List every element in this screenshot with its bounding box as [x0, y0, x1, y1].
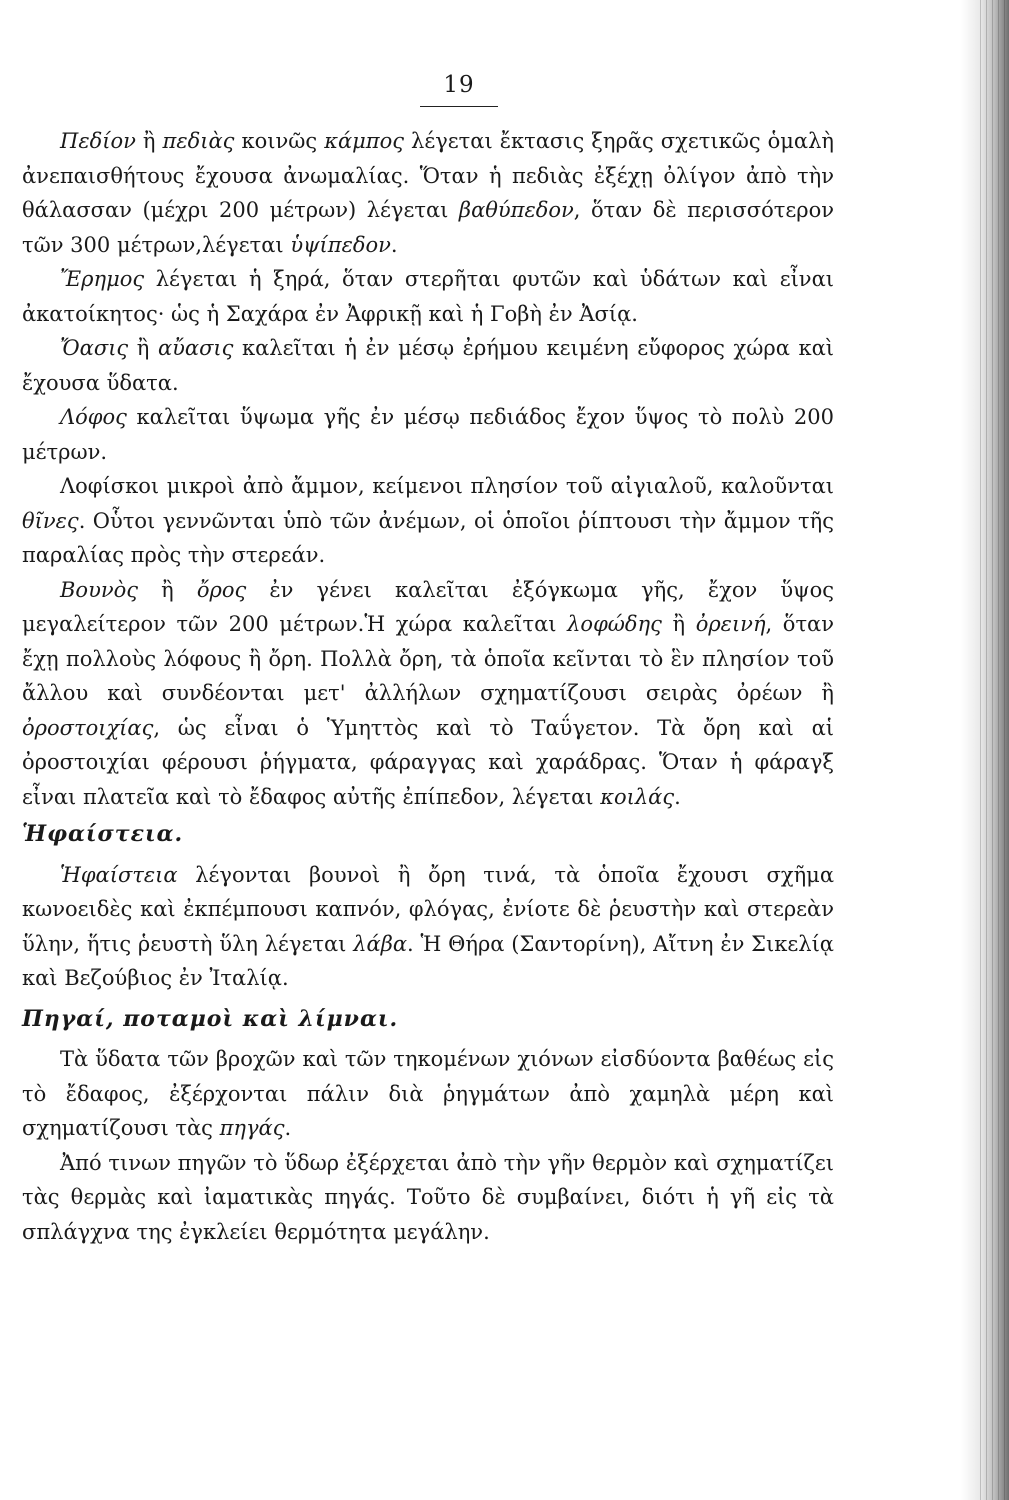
term-lava: λάβα: [353, 931, 408, 956]
term-oreini: ὀρεινή: [695, 612, 766, 636]
term-erimos: Ἔρημος: [60, 267, 145, 291]
paragraph-mountain: [22, 573, 834, 815]
page-number: 19: [443, 72, 475, 98]
text-span: .: [390, 232, 398, 257]
paragraph-dunes: [22, 469, 834, 573]
text-span: ἢ: [135, 129, 163, 153]
page-number-rule: [420, 106, 498, 107]
text-span: κοινῶς: [234, 129, 325, 153]
body-text: [22, 124, 834, 1249]
term-pigas: πηγάς: [219, 1116, 285, 1140]
paragraph-desert: [22, 262, 834, 331]
paragraph-hill: [22, 400, 834, 469]
term-oros: ὄρος: [196, 577, 247, 602]
text-span: . Οὗτοι γεννῶνται ὑπὸ τῶν ἀνέμων, οἱ ὁποῖοι ῥίπτουσι τὴν ἄμμον τῆς παραλίας πρὸς τὴν στερεάν.: [22, 508, 834, 567]
term-pedion: Πεδίον: [60, 129, 136, 153]
term-auasis: αὔασις: [157, 336, 234, 360]
section-heading-volcanoes: Ἡφαίστεια.: [22, 821, 184, 847]
term-oasis: Ὄασις: [60, 336, 129, 360]
term-koilas: κοιλάς: [600, 784, 675, 809]
text-span: , ὅταν δὲ περισσότερον τῶν 300 μέτρων,λέγεται: [22, 198, 834, 257]
text-span: , ὡς εἶναι ὁ Ὑμηττὸς καὶ τὸ Ταΰγετον. Τὰ ὄρη καὶ αἱ ὀροστοιχίαι φέρουσι ῥήγματα, φάραγγας καὶ χαράδρας. Ὅταν ἡ φάραγξ εἶναι πλατεῖα καὶ τὸ ἔδαφος αὐτῆς ἐπίπεδον, λέγεται: [22, 715, 834, 809]
term-lofodis: λοφώδης: [567, 612, 662, 636]
text-span: ἢ: [128, 336, 158, 360]
paragraph-plain: [22, 124, 834, 262]
section-heading-springs: Πηγαί, ποταμοὶ καὶ λίμναι.: [22, 1005, 399, 1032]
term-lofos: Λόφος: [60, 405, 127, 429]
term-ypsipedon: ὑψίπεδον: [290, 232, 391, 257]
text-span: . Ἡ Θήρα (Σαντορίνη), Αἴτνη ἐν Σικελίᾳ καὶ Βεζούβιος ἐν Ἰταλίᾳ.: [22, 931, 834, 990]
term-vounos: Βουνὸς: [60, 577, 139, 602]
term-ifaisteia: Ἡφαίστεια: [60, 862, 178, 887]
paragraph-oasis: [22, 331, 834, 400]
text-span: λέγεται ἔκτασις ξηρᾶς σχετικῶς ὁμαλὴ ἀνεπαισθήτους ἔχουσα ἀνωμαλίας. Ὅταν ἡ πεδιὰς ἐξέχῃ ὀλίγον ἀπὸ τὴν θάλασσαν (μέχρι 200 μέτρων) λέγεται: [22, 129, 834, 222]
text-span: Τὰ ὕδατα τῶν βροχῶν καὶ τῶν τηκομένων χιόνων εἰσδύοντα βαθέως εἰς τὸ ἔδαφος, ἐξέρχονται πάλιν διὰ ῥηγμάτων ἀπὸ χαμηλὰ μέρη καὶ σχηματίζουσι τὰς: [22, 1047, 834, 1140]
text-span: καλεῖται ἡ ἐν μέσῳ ἐρήμου κειμένη εὔφορος χώρα καὶ ἔχουσα ὕδατα.: [22, 336, 835, 395]
text-span: καλεῖται ὕψωμα γῆς ἐν μέσῳ πεδιάδος ἔχον ὕψος τὸ πολὺ 200 μέτρων.: [22, 405, 834, 464]
text-span: , ὅταν ἔχῃ πολλοὺς λόφους ἢ ὄρη. Πολλὰ ὄρη, τὰ ὁποῖα κεῖνται τὸ ἓν πλησίον τοῦ ἄλλου καὶ συνδέονται μετ' ἀλλήλων σχηματίζουσι σειρὰς ὀρέων ἢ: [22, 612, 835, 705]
paragraph-volcanoes: [22, 858, 834, 996]
text-span: Λοφίσκοι μικροὶ ἀπὸ ἄμμον, κείμενοι πλησίον τοῦ αἰγιαλοῦ, καλοῦνται: [60, 474, 834, 498]
text-span: ἢ: [661, 612, 696, 636]
page-edge-lines: [975, 0, 1005, 1500]
term-vathypedon: βαθύπεδον: [458, 198, 574, 222]
text-span: λέγεται ἡ ξηρά, ὅταν στερῆται φυτῶν καὶ ὑδάτων καὶ εἶναι ἀκατοίκητος· ὡς ἡ Σαχάρα ἐν Ἀφρικῇ καὶ ἡ Γοβὴ ἐν Ἀσίᾳ.: [22, 267, 834, 326]
text-span: .: [284, 1116, 292, 1140]
term-pedias: πεδιὰς: [162, 129, 235, 153]
term-thines: θῖνες: [22, 508, 79, 533]
text-span: Ἀπό τινων πηγῶν τὸ ὕδωρ ἐξέρχεται ἀπὸ τὴν γῆν θερμὸν καὶ σχηματίζει τὰς θερμὰς καὶ ἰαματικὰς πηγάς. Τοῦτο δὲ συμβαίνει, διότι ἡ γῆ εἰς τὰ σπλάγχνα της ἐγκλείει θερμότητα μεγάλην.: [22, 1150, 834, 1244]
term-orostoichias: ὀροστοιχίας: [22, 715, 154, 740]
term-kampos: κάμπος: [324, 129, 404, 153]
paragraph-hot-springs: [22, 1146, 834, 1250]
text-span: ἐν γένει καλεῖται ἐξόγκωμα γῆς, ἔχον ὕψος μεγαλείτερον τῶν 200 μέτρων.Ἡ χώρα καλεῖται: [22, 577, 834, 636]
text-span: ἢ: [138, 577, 197, 602]
paragraph-springs: [22, 1042, 834, 1146]
text-span: λέγονται βουνοὶ ἢ ὄρη τινά, τὰ ὁποῖα ἔχουσι σχῆμα κωνοειδὲς καὶ ἐκπέμπουσι καπνόν, φλόγας, ἐνίοτε δὲ ῥευστὴν καὶ στερεὰν ὕλην, ἥτις ῥευστὴ ὕλη λέγεται: [22, 862, 834, 956]
text-span: .: [674, 784, 681, 809]
